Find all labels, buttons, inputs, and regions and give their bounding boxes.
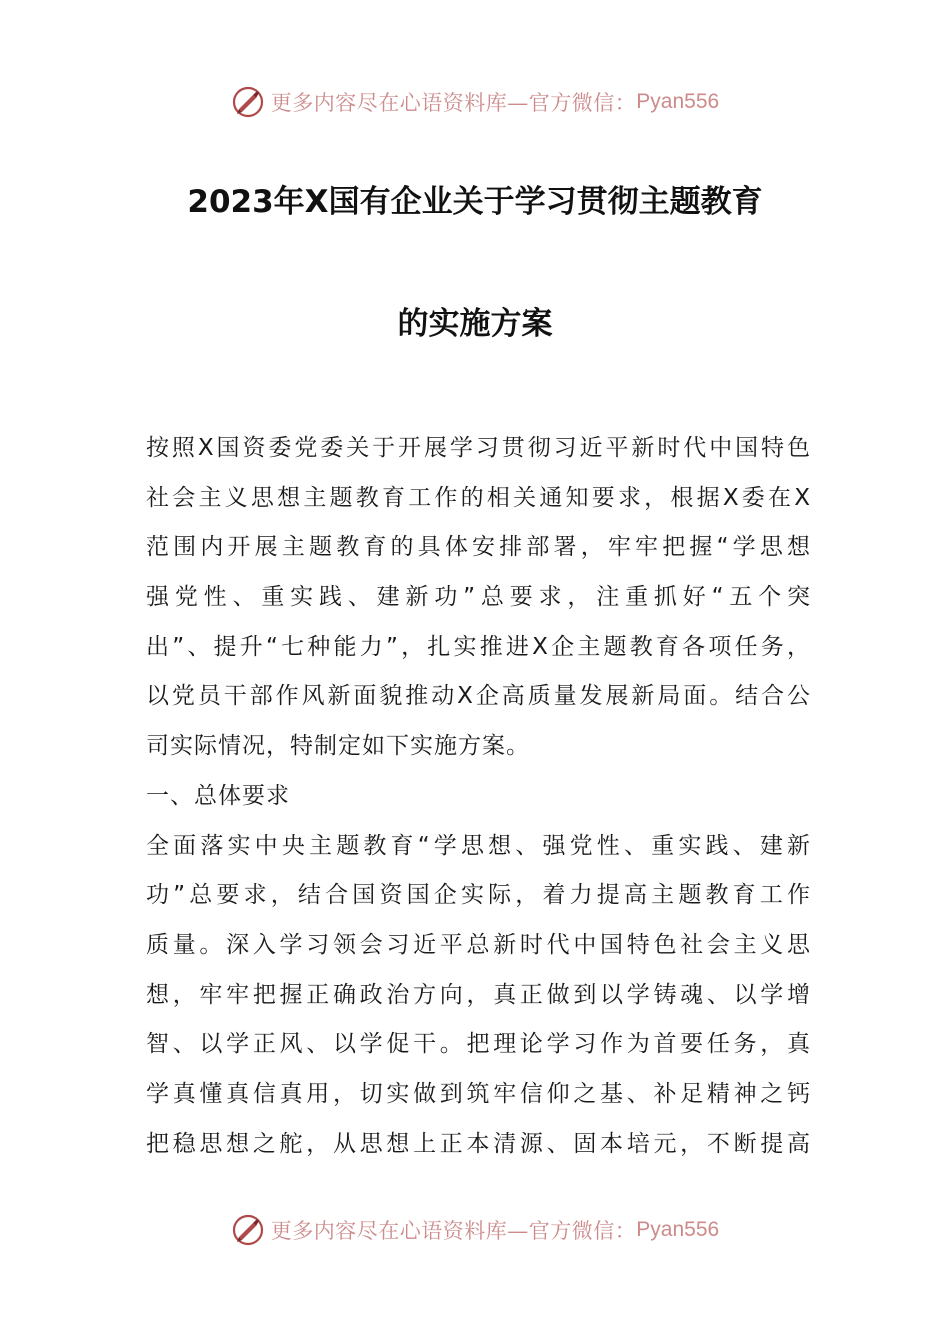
document-body xyxy=(146,424,810,1169)
watermark-wechat-id: Pyan556 xyxy=(636,1218,720,1241)
watermark-wechat-id: Pyan556 xyxy=(636,90,720,113)
body-line: 学真懂真信真用，切实做到筑牢信仰之基、补足精神之钙 xyxy=(146,1080,810,1107)
footer-watermark-banner xyxy=(0,1208,950,1252)
body-line: 出”、提升“七种能力”，扎实推进X企主题教育各项任务， xyxy=(146,633,810,660)
section-heading: 一、总体要求 xyxy=(146,782,290,809)
body-line: 司实际情况，特制定如下实施方案。 xyxy=(146,733,530,760)
body-line: 范围内开展主题教育的具体安排部署，牢牢把握“学思想 xyxy=(146,534,810,561)
header-watermark-banner xyxy=(0,80,950,124)
pen-logo-icon xyxy=(231,85,265,119)
document-title-line-2: 的实施方案 xyxy=(397,306,553,342)
body-line: 按照X国资委党委关于开展学习贯彻习近平新时代中国特色 xyxy=(146,435,810,461)
body-line: 把稳思想之舵，从思想上正本清源、固本培元，不断提高 xyxy=(146,1130,810,1157)
watermark-text: 更多内容尽在心语资料库—官方微信： xyxy=(270,91,637,115)
body-line: 强党性、重实践、建新功”总要求，注重抓好“五个突 xyxy=(146,584,810,611)
pen-logo-icon xyxy=(231,1213,265,1247)
document-title-line-1: 2023年X国有企业关于学习贯彻主题教育 xyxy=(187,184,763,220)
body-line: 想，牢牢把握正确政治方向，真正做到以学铸魂、以学增 xyxy=(146,981,810,1008)
body-line: 质量。深入学习领会习近平总新时代中国特色社会主义思 xyxy=(146,931,810,958)
body-line: 功”总要求，结合国资国企实际，着力提高主题教育工作 xyxy=(146,882,810,909)
watermark-text: 更多内容尽在心语资料库—官方微信： xyxy=(270,1219,637,1243)
body-line: 社会主义思想主题教育工作的相关通知要求，根据X委在X xyxy=(146,484,810,511)
body-line: 全面落实中央主题教育“学思想、强党性、重实践、建新 xyxy=(146,832,810,859)
body-line: 以党员干部作风新面貌推动X企高质量发展新局面。结合公 xyxy=(146,683,810,710)
body-line: 智、以学正风、以学促干。把理论学习作为首要任务，真 xyxy=(146,1031,810,1058)
